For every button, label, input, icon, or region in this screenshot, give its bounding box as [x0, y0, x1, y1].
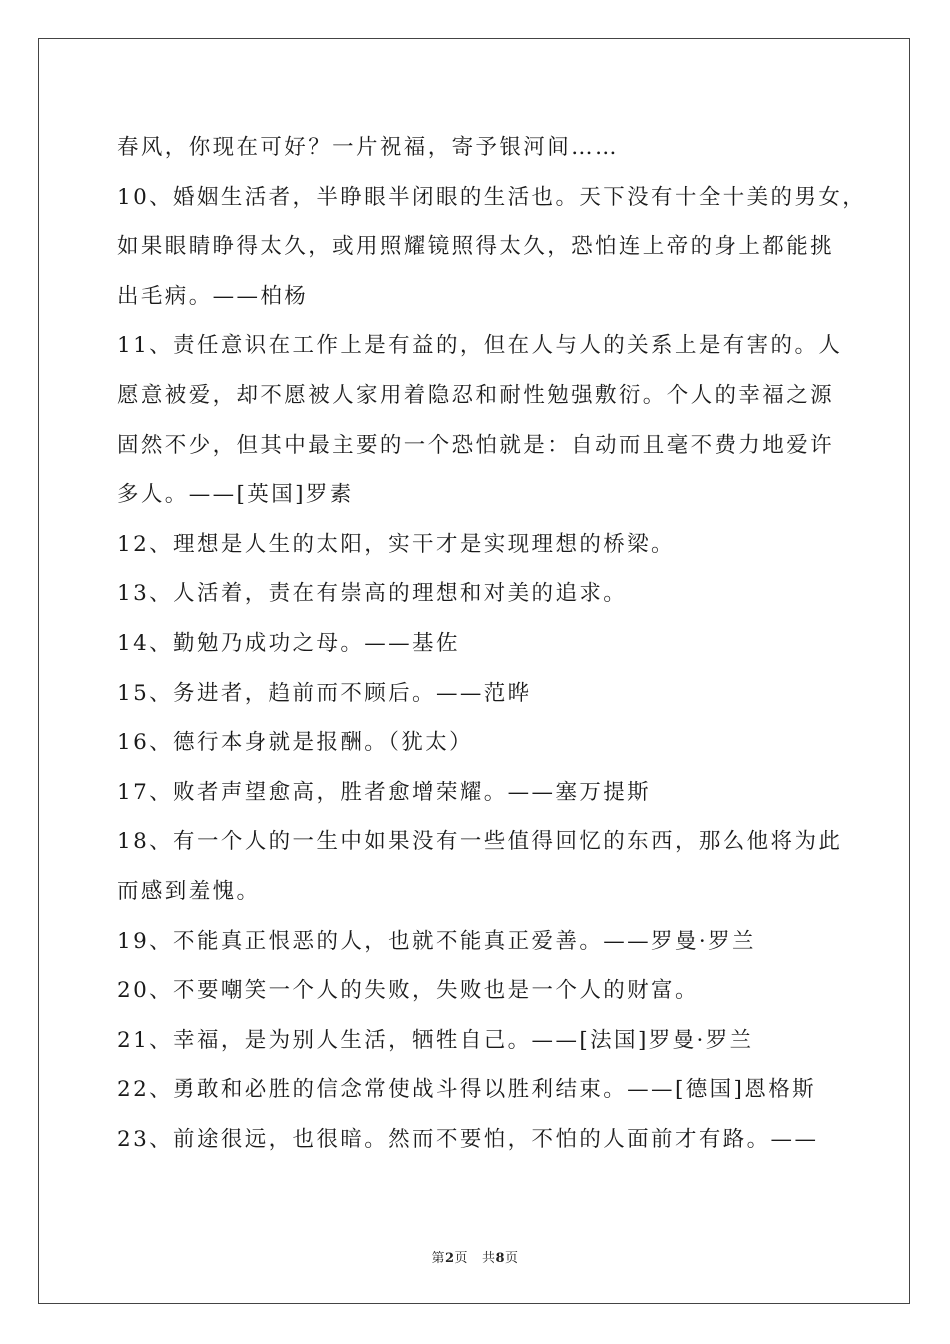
page-current: 2: [444, 1251, 455, 1266]
text-line: 出毛病。——柏杨: [117, 283, 309, 309]
text-line: 14、勤勉乃成功之母。——基佐: [117, 630, 460, 656]
text-line: 20、不要嘲笑一个人的失败，失败也是一个人的财富。: [117, 978, 699, 1004]
text-line: 10、婚姻生活者，半睁眼半闭眼的生活也。天下没有十全十美的男女，: [117, 184, 867, 210]
text-line: 春风，你现在可好？一片祝福，寄予银河间……: [117, 135, 619, 160]
text-line: 21、幸福，是为别人生活，牺牲自己。——[法国]罗曼·罗兰: [117, 1027, 754, 1053]
page-suffix: 页: [454, 1251, 469, 1266]
text-line: 18、有一个人的一生中如果没有一些值得回忆的东西，那么他将为此: [117, 829, 843, 855]
text-line: 如果眼睛睁得太久，或用照耀镜照得太久，恐怕连上帝的身上都能挑: [117, 234, 835, 260]
text-line: 19、不能真正恨恶的人，也就不能真正爱善。——罗曼·罗兰: [117, 928, 756, 954]
text-line: 17、败者声望愈高，胜者愈增荣耀。——塞万提斯: [117, 779, 652, 805]
text-line: 23、前途很远，也很暗。然而不要怕，不怕的人面前才有路。——: [117, 1126, 819, 1152]
text-line: 固然不少，但其中最主要的一个恐怕就是：自动而且毫不费力地爱许: [117, 432, 835, 458]
document-body: [117, 128, 867, 1169]
text-line: 13、人活着，责在有崇高的理想和对美的追求。: [117, 581, 628, 607]
page-footer: [0, 1247, 950, 1266]
text-line: 11、责任意识在工作上是有益的，但在人与人的关系上是有害的。人: [117, 333, 843, 359]
text-line: 12、理想是人生的太阳，实干才是实现理想的桥梁。: [117, 531, 675, 557]
total-suffix: 页: [505, 1251, 519, 1266]
total-prefix: 共: [481, 1251, 496, 1266]
text-line: 愿意被爱，却不愿被人家用着隐忍和耐性勉强敷衍。个人的幸福之源: [117, 382, 835, 408]
text-line: 而感到羞愧。: [117, 878, 261, 904]
page-prefix: 第: [431, 1251, 445, 1266]
page-total: 8: [495, 1251, 506, 1266]
text-line: 22、勇敢和必胜的信念常使战斗得以胜利结束。——[德国]恩格斯: [117, 1077, 817, 1103]
text-line: 多人。——[英国]罗素: [117, 482, 354, 508]
text-line: 16、德行本身就是报酬。（犹太）: [117, 730, 474, 756]
text-line: 15、务进者，趋前而不顾后。——范晔: [117, 680, 532, 706]
